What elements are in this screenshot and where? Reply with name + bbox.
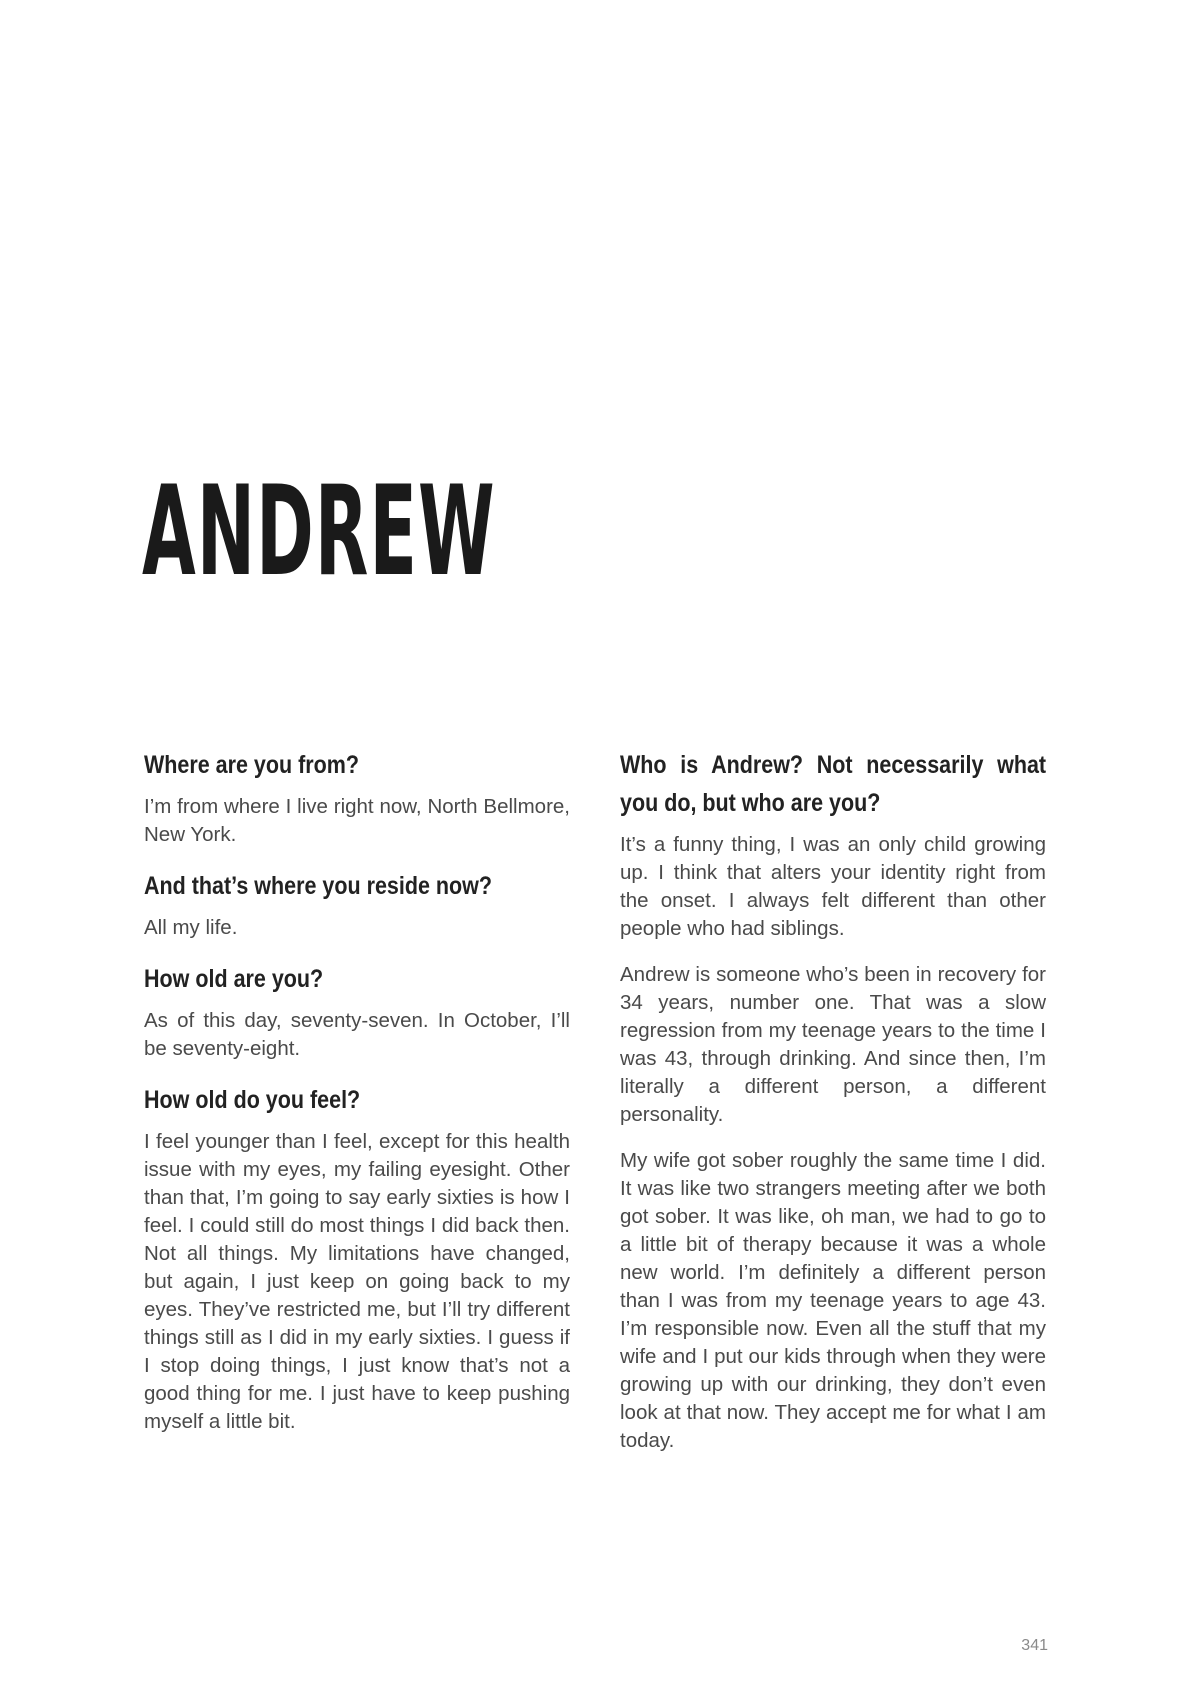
answer-paragraph: All my life.: [144, 916, 238, 939]
answer-paragraph: I’m from where I live right now, North Bellmore, New York.: [144, 795, 570, 846]
page-number: 341: [1021, 1637, 1048, 1654]
question-heading: Where are you from?: [144, 751, 360, 779]
right-column: [620, 746, 1046, 1473]
left-column: [144, 746, 570, 1454]
question-heading: How old are you?: [144, 965, 324, 993]
answer-paragraph: I feel younger than I feel, except for this health issue with my eyes, my failing eyesight. Other than that, I’m going to say early sixties is how I feel. I could still do most things I did back then. Not all things. My limitations have changed, but again, I just keep on going back to my eyes. They’ve restricted me, but I’ll try different things still as I did in my early sixties. I guess if I stop doing things, I just know that’s not a good thing for me. I just have to keep pushing myself a little bit.: [144, 1130, 570, 1433]
answer-paragraph: It’s a funny thing, I was an only child growing up. I think that alters your identity right from the onset. I always felt different than other people who had siblings.: [620, 833, 1046, 940]
answer-paragraph: My wife got sober roughly the same time I did. It was like two strangers meeting after we both got sober. It was like, oh man, we had to go to a little bit of therapy because it was a whole new world. I’m definitely a different person than I was from my teenage years to age 43. I’m responsible now. Even all the stuff that my wife and I put our kids through when they were growing up with our drinking, they don’t even look at that now. They accept me for what I am today.: [620, 1149, 1046, 1452]
question-heading: And that’s where you reside now?: [144, 872, 493, 900]
page-title: ANDREW: [142, 460, 496, 604]
question-heading: Who is Andrew? Not necessarily what you do, but who are you?: [620, 751, 1047, 817]
answer-paragraph: Andrew is someone who’s been in recovery for 34 years, number one. That was a slow regression from my teenage years to the time I was 43, through drinking. And since then, I’m literally a different person, a different personality.: [620, 963, 1046, 1126]
answer-paragraph: As of this day, seventy-seven. In October, I’ll be seventy-eight.: [144, 1009, 570, 1060]
question-heading: How old do you feel?: [144, 1086, 361, 1114]
